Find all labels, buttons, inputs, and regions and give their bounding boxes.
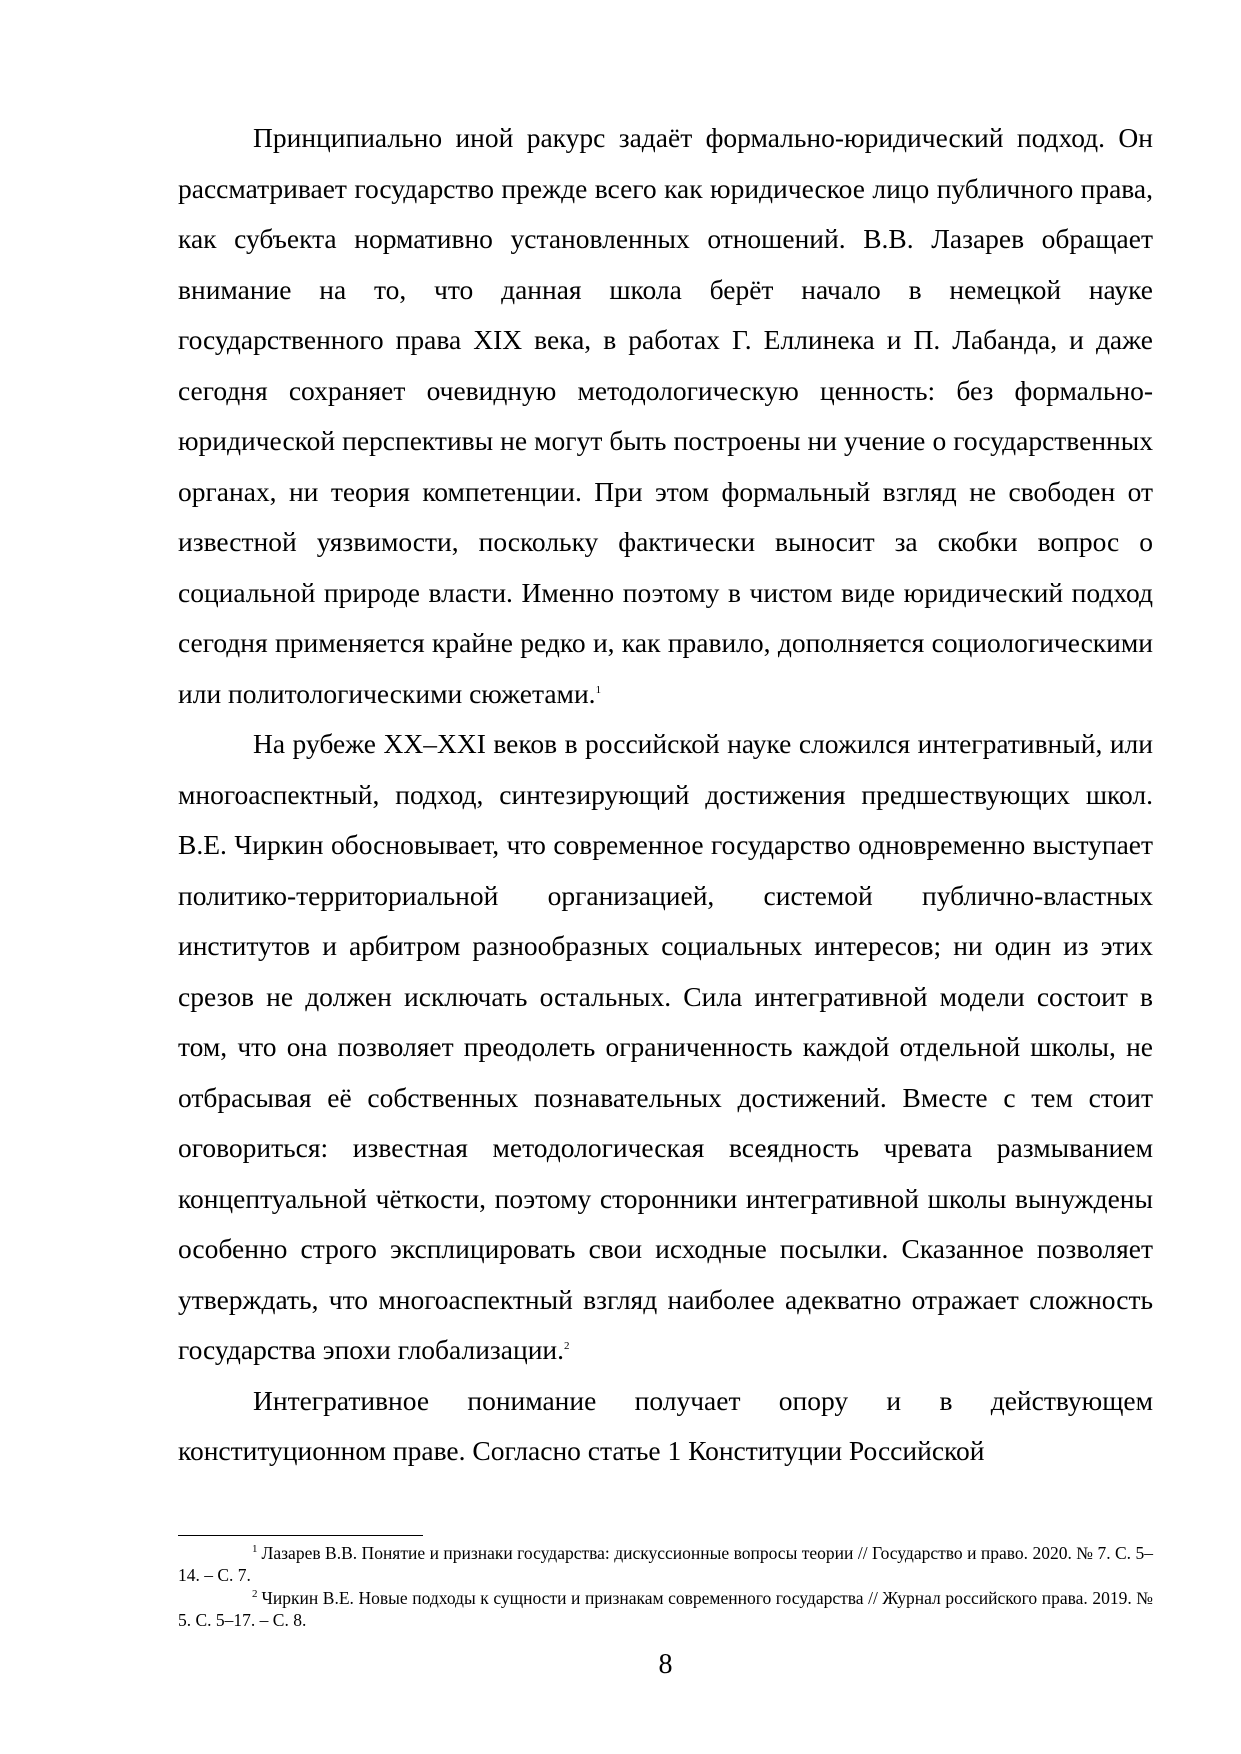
page-number: 8 [658,1649,673,1680]
footnote [178,1587,1153,1631]
footnote-mark: 2 [252,1588,258,1601]
footnote-text: Чиркин В.Е. Новые подходы к сущности и признакам современного государства // Журнал российского права. 2019. № 5. С. 5–17. – С. 8. [178,1588,1153,1630]
paragraph [178,113,1153,719]
body-text [178,113,1153,1477]
paragraph-text: Принципиально иной ракурс задаёт формально-юридический подход. Он рассматривает государство прежде всего как юридическое лицо публичного права, как субъекта нормативно установленных отношений. В.В. Лазарев обращает внимание на то, что данная школа берёт начало в немецкой науке государственного права XIX века, в работах Г. Еллинека и П. Лабанда, и даже сегодня сохраняет очевидную методологическую ценность: без формально-юридической перспективы не могут быть построены ни учение о государственных органах, ни теория компетенции. При этом формальный взгляд не свободен от известной уязвимости, поскольку фактически выносит за скобки вопрос о социальной природе власти. Именно поэтому в чистом виде юридический подход сегодня применяется крайне редко и, как правило, дополняется социологическими или политологическими сюжетами. [178,122,1153,709]
footnote [178,1542,1153,1586]
footnote-reference[interactable]: 1 [595,683,602,696]
footnote-separator [178,1535,423,1536]
footnote-mark: 1 [252,1543,258,1556]
paragraph [178,719,1153,1376]
paragraph [178,1376,1153,1477]
paragraph-text: Интегративное понимание получает опору и в действующем конституционном праве. Согласно статье 1 Конституции Российской [178,1384,1153,1466]
footnote-text: Лазарев В.В. Понятие и признаки государства: дискуссионные вопросы теории // Государство и право. 2020. № 7. С. 5–14. – С. 7. [178,1543,1153,1585]
paragraph-text: На рубеже XX–XXI веков в российской науке сложился интегративный, или многоаспектный, подход, синтезирующий достижения предшествующих школ. В.Е. Чиркин обосновывает, что современное государство одновременно выступает политико-территориальной организацией, системой публично-властных институтов и арбитром разнообразных социальных интересов; ни один из этих срезов не должен исключать остальных. Сила интегративной модели состоит в том, что она позволяет преодолеть ограниченность каждой отдельной школы, не отбрасывая её собственных познавательных достижений. Вместе с тем стоит оговориться: известная методологическая всеядность чревата размыванием концептуальной чёткости, поэтому сторонники интегративной школы вынуждены особенно строго эксплицировать свои исходные посылки. Сказанное позволяет утверждать, что многоаспектный взгляд наиболее адекватно отражает сложность государства эпохи глобализации. [178,728,1153,1365]
footnotes [178,1542,1153,1632]
footnote-reference[interactable]: 2 [564,1339,570,1352]
